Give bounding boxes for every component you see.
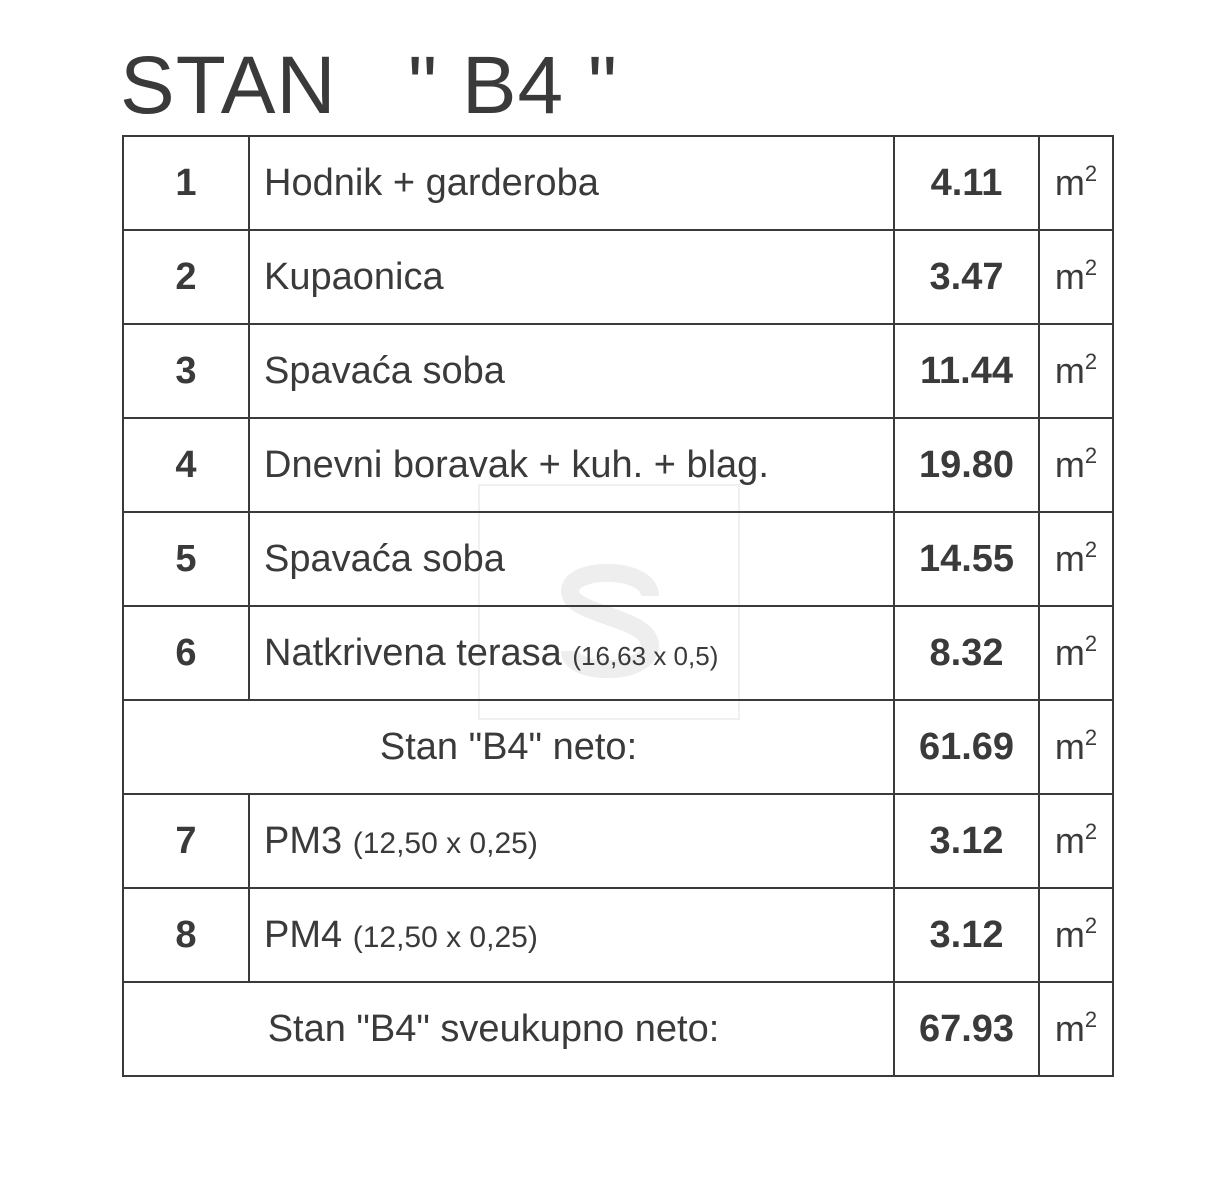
subtotal-row bbox=[123, 700, 1113, 794]
room-name bbox=[249, 230, 894, 324]
area-unit: $m^2$ bbox=[1039, 606, 1113, 700]
room-dimensions: (16,63 x 0,5) bbox=[572, 640, 719, 671]
room-number: 7 bbox=[123, 794, 249, 888]
room-area: 14.55 bbox=[894, 512, 1039, 606]
area-unit: $m^2$ bbox=[1039, 794, 1113, 888]
area-unit: $m^2$ bbox=[1039, 888, 1113, 982]
room-area: 19.80 bbox=[894, 418, 1039, 512]
room-name-text: Hodnik + garderoba bbox=[264, 161, 599, 204]
room-name-text: Dnevni boravak + kuh. + blag. bbox=[264, 443, 769, 486]
area-unit: $m^2$ bbox=[1039, 982, 1113, 1076]
page-title: STAN " B4 " bbox=[120, 40, 619, 131]
room-name-text: PM4 bbox=[264, 913, 343, 956]
room-dimensions: (12,50 x 0,25) bbox=[352, 920, 538, 954]
subtotal-area: 61.69 bbox=[894, 700, 1039, 794]
room-number: 1 bbox=[123, 136, 249, 230]
room-area: 8.32 bbox=[894, 606, 1039, 700]
table-row bbox=[123, 136, 1113, 230]
area-unit: $m^2$ bbox=[1039, 418, 1113, 512]
subtotal-label: Stan "B4" neto: bbox=[123, 700, 894, 794]
room-name bbox=[249, 512, 894, 606]
room-name bbox=[249, 794, 894, 888]
area-unit: $m^2$ bbox=[1039, 324, 1113, 418]
area-unit: $m^2$ bbox=[1039, 136, 1113, 230]
total-area: 67.93 bbox=[894, 982, 1039, 1076]
table-row bbox=[123, 324, 1113, 418]
room-number: 6 bbox=[123, 606, 249, 700]
room-area: 3.12 bbox=[894, 888, 1039, 982]
room-number: 5 bbox=[123, 512, 249, 606]
table-row bbox=[123, 418, 1113, 512]
total-label: Stan "B4" sveukupno neto: bbox=[123, 982, 894, 1076]
total-row bbox=[123, 982, 1113, 1076]
room-name-text: Spavaća soba bbox=[264, 349, 505, 392]
room-name bbox=[249, 606, 894, 700]
table-row bbox=[123, 512, 1113, 606]
room-dimensions: (12,50 x 0,25) bbox=[352, 826, 538, 860]
room-number: 2 bbox=[123, 230, 249, 324]
table-row bbox=[123, 230, 1113, 324]
room-name bbox=[249, 888, 894, 982]
room-name-text: PM3 bbox=[264, 819, 343, 862]
area-unit: $m^2$ bbox=[1039, 230, 1113, 324]
room-area: 3.47 bbox=[894, 230, 1039, 324]
table-row bbox=[123, 888, 1113, 982]
room-name bbox=[249, 324, 894, 418]
table-row bbox=[123, 794, 1113, 888]
room-name-text: Natkrivena terasa bbox=[264, 631, 562, 674]
area-unit: $m^2$ bbox=[1039, 700, 1113, 794]
area-table bbox=[122, 135, 1114, 1077]
table-row bbox=[123, 606, 1113, 700]
room-area: 3.12 bbox=[894, 794, 1039, 888]
room-name-text: Kupaonica bbox=[264, 255, 444, 298]
room-area: 4.11 bbox=[894, 136, 1039, 230]
room-number: 4 bbox=[123, 418, 249, 512]
area-unit: $m^2$ bbox=[1039, 512, 1113, 606]
room-name-text: Spavaća soba bbox=[264, 537, 505, 580]
room-area: 11.44 bbox=[894, 324, 1039, 418]
room-number: 3 bbox=[123, 324, 249, 418]
room-name bbox=[249, 136, 894, 230]
room-name bbox=[249, 418, 894, 512]
room-number: 8 bbox=[123, 888, 249, 982]
